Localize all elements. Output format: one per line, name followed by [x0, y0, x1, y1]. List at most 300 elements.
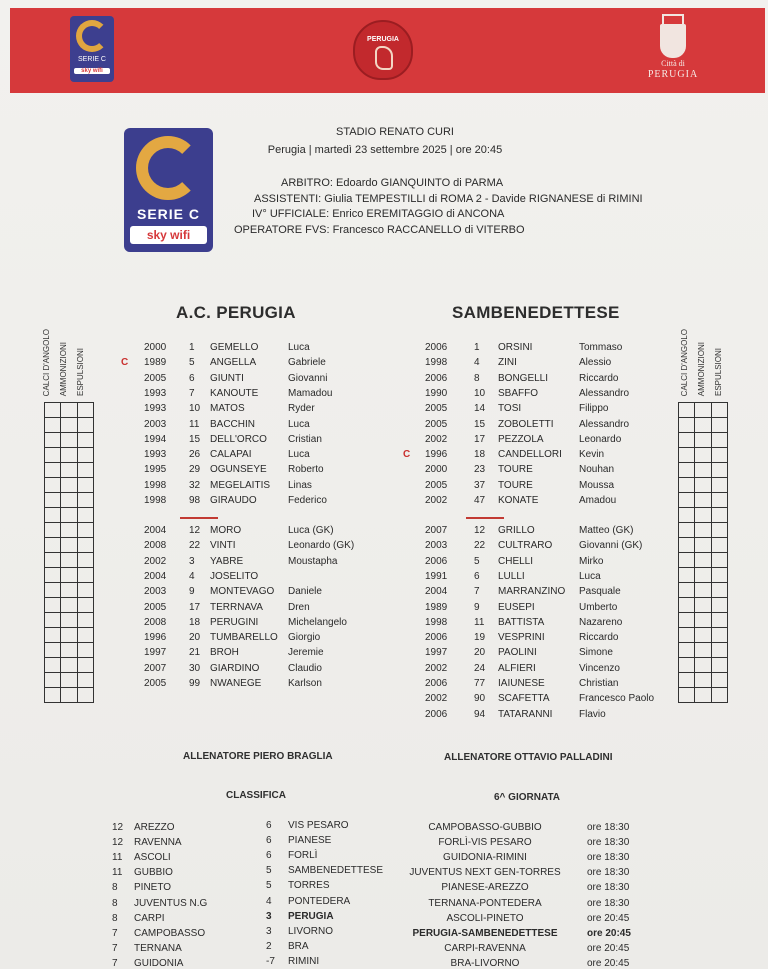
grid-cell [78, 433, 94, 448]
standings-points: 5 [266, 865, 272, 877]
player-number: 18 [189, 616, 201, 628]
grid-cell [679, 523, 695, 538]
player-surname: CHELLI [498, 555, 534, 567]
player-surname: KONATE [498, 495, 539, 506]
grid-cell [712, 658, 728, 673]
player-firstname: Claudio [288, 662, 322, 674]
player-surname: TOURE [498, 464, 533, 476]
player-year: 1990 [425, 387, 448, 399]
away-separator [466, 517, 504, 519]
standings-team: VIS PESARO [288, 820, 349, 831]
player-surname: CALAPAI [210, 449, 252, 461]
player-firstname: Giorgio [288, 632, 321, 644]
fixture-match: CAMPOBASSO-GUBBIO [428, 822, 542, 833]
player-surname: BACCHIN [210, 418, 256, 430]
grid-cell [61, 598, 77, 613]
grid-cell [712, 538, 728, 553]
player-year: 1996 [144, 632, 167, 644]
player-number: 6 [189, 372, 195, 384]
player-year: 2002 [425, 495, 448, 506]
grid-cell [712, 448, 728, 463]
standings-points: 6 [266, 835, 272, 847]
player-firstname: Luca [288, 449, 310, 461]
grid-cell [78, 463, 94, 478]
serie-c-c-icon [76, 20, 108, 52]
player-firstname: Umberto [579, 601, 618, 613]
standings-points: 6 [266, 850, 272, 862]
standings-points: 4 [266, 895, 272, 907]
player-firstname: Luca [288, 418, 310, 430]
grid-cell [712, 403, 728, 418]
grid-cell [679, 433, 695, 448]
player-year: 1996 [425, 449, 448, 461]
player-firstname: Kevin [579, 449, 605, 461]
player-year: 2002 [425, 662, 448, 674]
fixture-match: BRA-LIVORNO [450, 957, 520, 969]
player-year: 2006 [425, 342, 448, 353]
crown-icon [662, 14, 684, 24]
standings-points: 7 [112, 927, 118, 939]
grid-row [45, 448, 94, 463]
player-number: 12 [189, 525, 201, 536]
grid-cell [78, 418, 94, 433]
crest-text: PERUGIA [367, 36, 399, 43]
sendoffs-label: ESPULSIONI [714, 347, 723, 396]
player-year: 2006 [425, 678, 448, 689]
grid-cell [712, 508, 728, 523]
grid-cell [712, 688, 728, 703]
grid-cell [679, 568, 695, 583]
grid-cell [61, 523, 77, 538]
grid-row [679, 568, 728, 583]
player-firstname: Gabriele [288, 357, 326, 369]
grid-cell [712, 598, 728, 613]
city-of-perugia-logo [638, 12, 708, 82]
player-number: 8 [474, 372, 480, 384]
away-stats-grid [678, 402, 728, 703]
grid-cell [45, 478, 61, 493]
player-surname: TATARANNI [498, 708, 553, 720]
grid-cell [679, 448, 695, 463]
player-number: 9 [474, 601, 480, 613]
grid-cell [712, 478, 728, 493]
standings-points: 8 [112, 897, 118, 909]
fixture-time: ore 20:45 [587, 942, 630, 954]
grid-cell [61, 628, 77, 643]
player-year: 2007 [144, 662, 167, 674]
player-number: 26 [189, 449, 201, 461]
standings-points: 7 [112, 942, 118, 954]
fixture-match: PERUGIA-SAMBENEDETTESE [412, 927, 558, 939]
player-year: 2003 [144, 586, 167, 598]
player-year: 2006 [425, 708, 448, 720]
fixture-match: CARPI-RAVENNA [444, 942, 526, 954]
standings-team: JUVENTUS N.G [134, 897, 208, 909]
standings-points: 12 [112, 837, 124, 849]
player-surname: TOURE [498, 479, 533, 491]
standings-points: 6 [266, 820, 272, 831]
fvs-operator-line: OPERATORE FVS: Francesco RACCANELLO di VITERBO [234, 224, 525, 236]
fixture-match: GUIDONIA-RIMINI [443, 852, 527, 864]
fixture-time: ore 20:45 [587, 912, 630, 924]
grid-cell [61, 568, 77, 583]
grid-cell [679, 673, 695, 688]
standings-team: CARPI [134, 912, 165, 924]
player-surname: SCAFETTA [498, 693, 550, 705]
standings-team: LIVORNO [288, 925, 334, 937]
grid-row [45, 538, 94, 553]
player-number: 22 [189, 540, 201, 552]
away-stat-labels [680, 316, 736, 396]
grid-cell [61, 658, 77, 673]
home-stat-labels [42, 316, 98, 396]
player-number: 21 [189, 647, 201, 659]
player-surname: DELL'ORCO [210, 433, 267, 445]
player-surname: PAOLINI [498, 647, 537, 659]
player-firstname: Karlson [288, 678, 322, 689]
player-number: 17 [474, 433, 486, 445]
grid-cell [712, 673, 728, 688]
grid-cell [45, 463, 61, 478]
grid-cell [45, 508, 61, 523]
player-number: 7 [474, 586, 480, 598]
city-label-bottom: PERUGIA [647, 69, 699, 80]
standings-team: PONTEDERA [288, 895, 351, 907]
standings-team: RIMINI [288, 955, 320, 967]
grid-cell [695, 613, 711, 628]
player-firstname: Giovanni [288, 372, 328, 384]
player-number: 20 [189, 632, 201, 644]
grid-row [45, 688, 94, 703]
standings-team: PINETO [134, 882, 172, 894]
player-year: 2003 [144, 418, 167, 430]
grid-row [679, 403, 728, 418]
player-year: 1989 [425, 601, 448, 613]
grid-cell [679, 538, 695, 553]
player-year: 1998 [425, 616, 448, 628]
grid-cell [695, 568, 711, 583]
player-number: 30 [189, 662, 201, 674]
standings-team: GUIDONIA [134, 957, 184, 969]
grid-cell [61, 508, 77, 523]
player-number: 10 [474, 387, 486, 399]
grid-cell [712, 553, 728, 568]
grid-row [45, 598, 94, 613]
grid-row [45, 658, 94, 673]
grid-cell [45, 643, 61, 658]
grid-cell [61, 448, 77, 463]
grid-cell [45, 673, 61, 688]
player-number: 94 [474, 708, 486, 720]
grid-cell [45, 658, 61, 673]
player-year: 2008 [144, 616, 167, 628]
fixture-match: ASCOLI-PINETO [446, 912, 524, 924]
standings-team: GUBBIO [134, 867, 173, 879]
grid-row [679, 433, 728, 448]
player-surname: VESPRINI [498, 632, 545, 644]
grid-cell [78, 553, 94, 568]
standings-points: 12 [112, 822, 124, 833]
player-surname: JOSELITO [210, 570, 259, 582]
grid-row [45, 628, 94, 643]
player-firstname: Giovanni (GK) [579, 540, 643, 552]
fixture-time: ore 18:30 [587, 882, 630, 894]
standings-points: 3 [266, 910, 272, 922]
grid-cell [679, 463, 695, 478]
grid-cell [695, 628, 711, 643]
grid-row [45, 643, 94, 658]
player-surname: GEMELLO [210, 342, 259, 353]
standings-team: TERNANA [134, 942, 182, 954]
grid-cell [679, 583, 695, 598]
grid-cell [61, 463, 77, 478]
grid-cell [45, 628, 61, 643]
player-surname: GRILLO [498, 525, 535, 536]
grid-cell [45, 598, 61, 613]
player-surname: MORO [210, 525, 242, 536]
grid-cell [695, 658, 711, 673]
player-number: 10 [189, 403, 201, 415]
player-firstname: Leonardo (GK) [288, 540, 355, 552]
player-year: 2006 [425, 555, 448, 567]
player-year: 2004 [425, 586, 448, 598]
player-firstname: Simone [579, 647, 613, 659]
player-firstname: Matteo (GK) [579, 525, 634, 536]
player-number: 47 [474, 495, 486, 506]
sky-wifi-sponsor: sky wifi [130, 226, 207, 244]
grid-cell [78, 598, 94, 613]
grid-cell [712, 643, 728, 658]
standings-team: FORLÌ [288, 850, 318, 862]
grid-cell [45, 688, 61, 703]
player-year: 1995 [144, 464, 167, 476]
stadium-name: STADIO RENATO CURI [336, 126, 454, 138]
player-surname: BONGELLI [498, 372, 549, 384]
grid-cell [712, 433, 728, 448]
grid-cell [695, 523, 711, 538]
sendoffs-label: ESPULSIONI [76, 347, 85, 396]
standings-points: 8 [112, 912, 118, 924]
grid-cell [695, 493, 711, 508]
grid-cell [78, 658, 94, 673]
grid-cell [679, 493, 695, 508]
grid-cell [712, 493, 728, 508]
standings-points: 3 [266, 925, 272, 937]
grid-cell [61, 673, 77, 688]
player-firstname: Leonardo [579, 433, 622, 445]
player-number: 20 [474, 647, 486, 659]
player-surname: ALFIERI [498, 662, 536, 674]
serie-c-big-c-icon [136, 136, 200, 200]
standings-points: 11 [112, 867, 123, 879]
fixture-time: ore 18:30 [587, 852, 630, 864]
player-surname: BROH [210, 647, 239, 659]
grid-row [679, 643, 728, 658]
grid-cell [695, 418, 711, 433]
grid-cell [61, 418, 77, 433]
player-firstname: Alessandro [579, 387, 630, 399]
player-firstname: Riccardo [579, 372, 619, 384]
player-surname: CANDELLORI [498, 449, 562, 461]
standings-team: SAMBENEDETTESE [288, 865, 384, 877]
grid-cell [78, 643, 94, 658]
player-firstname: Ryder [288, 403, 315, 415]
player-firstname: Riccardo [579, 632, 619, 644]
grid-cell [712, 568, 728, 583]
away-team-name: SAMBENEDETTESE [452, 303, 620, 322]
player-number: 3 [189, 555, 195, 567]
player-firstname: Pasquale [579, 586, 621, 598]
grid-cell [712, 463, 728, 478]
grid-cell [78, 673, 94, 688]
away-coach: ALLENATORE OTTAVIO PALLADINI [444, 752, 613, 763]
player-number: 37 [474, 479, 486, 491]
player-surname: GIARDINO [210, 662, 260, 674]
grid-row [679, 658, 728, 673]
player-surname: GIRAUDO [210, 495, 257, 506]
grid-row [679, 418, 728, 433]
grid-cell [61, 538, 77, 553]
city-label-top: Città di [661, 59, 685, 68]
grid-row [679, 688, 728, 703]
player-firstname: Roberto [288, 464, 324, 476]
grid-cell [78, 523, 94, 538]
standings-team: BRA [288, 940, 309, 952]
player-year: 2000 [144, 342, 167, 353]
referee-line: ARBITRO: Edoardo GIANQUINTO di PARMA [281, 177, 504, 189]
player-firstname: Luca [579, 570, 601, 582]
player-year: 2005 [425, 479, 448, 491]
grid-cell [695, 688, 711, 703]
player-firstname: Luca (GK) [288, 525, 334, 536]
standings-points: 7 [112, 957, 118, 969]
grid-cell [61, 688, 77, 703]
standings-points: 11 [112, 852, 123, 864]
player-number: 11 [474, 616, 485, 628]
perugia-crest-icon [353, 20, 413, 80]
corners-label: CALCI D'ANGOLO [680, 328, 689, 396]
grid-row [679, 598, 728, 613]
player-surname: VINTI [210, 540, 236, 552]
grid-cell [679, 553, 695, 568]
player-firstname: Nouhan [579, 464, 615, 476]
player-number: 11 [189, 418, 200, 430]
serie-c-logo-small [70, 16, 114, 82]
grid-cell [78, 403, 94, 418]
grid-cell [679, 628, 695, 643]
grid-cell [712, 628, 728, 643]
grid-row [45, 523, 94, 538]
grid-cell [78, 448, 94, 463]
player-year: 2005 [425, 418, 448, 430]
player-surname: SBAFFO [498, 387, 539, 399]
player-year: 2005 [144, 601, 167, 613]
player-firstname: Jeremie [288, 647, 324, 659]
player-firstname: Moustapha [288, 555, 338, 567]
player-surname: MEGELAITIS [210, 479, 271, 491]
player-surname: GIUNTI [210, 372, 244, 384]
bookings-label: AMMONIZIONI [59, 341, 68, 396]
grid-row [45, 583, 94, 598]
player-year: 2002 [425, 693, 448, 705]
grid-row [679, 478, 728, 493]
grid-cell [679, 613, 695, 628]
grid-row [45, 493, 94, 508]
player-surname: ZINI [498, 357, 517, 369]
city-shield-icon [660, 24, 686, 58]
grid-cell [78, 583, 94, 598]
grid-cell [45, 613, 61, 628]
player-surname: NWANEGE [210, 678, 262, 689]
player-number: 77 [474, 678, 486, 689]
grid-cell [78, 538, 94, 553]
player-firstname: Filippo [579, 403, 609, 415]
home-stats-grid [44, 402, 94, 703]
serie-c-title: SERIE C [136, 206, 200, 222]
grid-cell [695, 403, 711, 418]
player-number: 99 [189, 678, 201, 689]
grid-cell [712, 523, 728, 538]
grid-row [679, 628, 728, 643]
griffin-icon [375, 46, 393, 70]
player-number: 22 [474, 540, 486, 552]
player-firstname: Nazareno [579, 616, 623, 628]
player-firstname: Vincenzo [579, 662, 620, 674]
grid-cell [61, 478, 77, 493]
player-surname: PEZZOLA [498, 433, 544, 445]
player-surname: YABRE [210, 555, 244, 567]
player-number: 90 [474, 693, 486, 705]
grid-row [45, 418, 94, 433]
grid-row [679, 553, 728, 568]
grid-row [679, 613, 728, 628]
grid-cell [679, 688, 695, 703]
fourth-official-line: IV° UFFICIALE: Enrico EREMITAGGIO di ANCONA [252, 208, 505, 220]
player-number: 15 [189, 433, 201, 445]
grid-cell [45, 538, 61, 553]
grid-cell [45, 418, 61, 433]
player-number: 4 [189, 570, 195, 582]
grid-cell [61, 643, 77, 658]
player-surname: TERRNAVA [210, 601, 263, 613]
player-number: 29 [189, 464, 201, 476]
grid-row [679, 463, 728, 478]
fixture-time: ore 18:30 [587, 897, 630, 909]
player-firstname: Mirko [579, 555, 604, 567]
grid-cell [695, 643, 711, 658]
grid-cell [695, 538, 711, 553]
player-surname: TUMBARELLO [210, 632, 278, 644]
player-year: 1993 [144, 387, 167, 399]
player-firstname: Flavio [579, 708, 606, 720]
player-year: 2002 [425, 433, 448, 445]
standings-points: 8 [112, 882, 118, 894]
grid-row [45, 568, 94, 583]
grid-cell [695, 508, 711, 523]
player-number: 23 [474, 464, 486, 476]
grid-row [45, 403, 94, 418]
player-year: 2002 [144, 555, 167, 567]
grid-cell [679, 418, 695, 433]
match-date: Perugia | martedì 23 settembre 2025 | ore 20:45 [267, 144, 503, 156]
grid-cell [78, 508, 94, 523]
standings-team: AREZZO [134, 822, 175, 833]
player-year: 2005 [425, 403, 448, 415]
player-number: 19 [474, 632, 486, 644]
grid-row [679, 508, 728, 523]
player-surname: MARRANZINO [498, 586, 566, 598]
player-year: 1993 [144, 403, 167, 415]
